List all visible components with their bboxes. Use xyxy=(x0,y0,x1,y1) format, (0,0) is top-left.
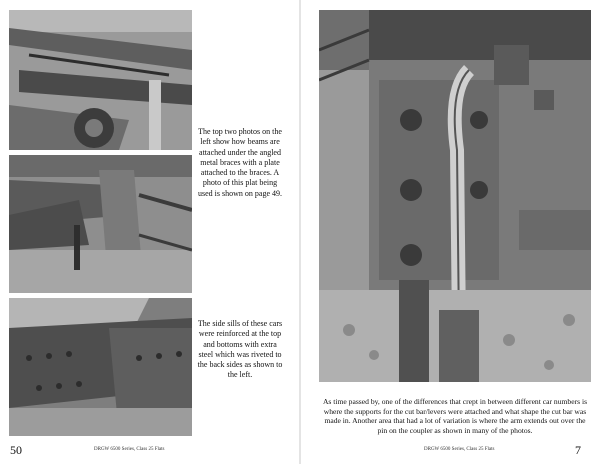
photo-side-sill xyxy=(9,298,192,436)
footer-right: DRGW 6500 Series, Class 25 Flats xyxy=(424,447,495,452)
page-number-left: 50 xyxy=(10,443,22,457)
footer-left: DRGW 6500 Series, Class 25 Flats xyxy=(94,447,165,452)
caption-cut-bar: As time passed by, one of the differences that crept in between different car numbers is where the supports for the cut bar/levers were attached and what shape the cut bar was made in. Another area that had a lot of variation is where the arm extends out over the pin on the coupler as shown in many of the photos. xyxy=(322,397,588,435)
photo-coupler-cut-bar xyxy=(319,10,591,382)
caption-side-sills: The side sills of these cars were reinforced at the top and bottoms with extra steel which was riveted to the back sides as shown to the left. xyxy=(197,319,283,380)
photo-metal-brace xyxy=(9,155,192,293)
photo-beam-attachment xyxy=(9,10,192,150)
caption-beam-attachment: The top two photos on the left show how beams are attached under the angled metal braces with a plate attached to the braces. A photo of this plat being used is shown on page 49. xyxy=(198,127,282,198)
page-number-right: 7 xyxy=(575,443,581,457)
page-gutter xyxy=(299,0,301,464)
